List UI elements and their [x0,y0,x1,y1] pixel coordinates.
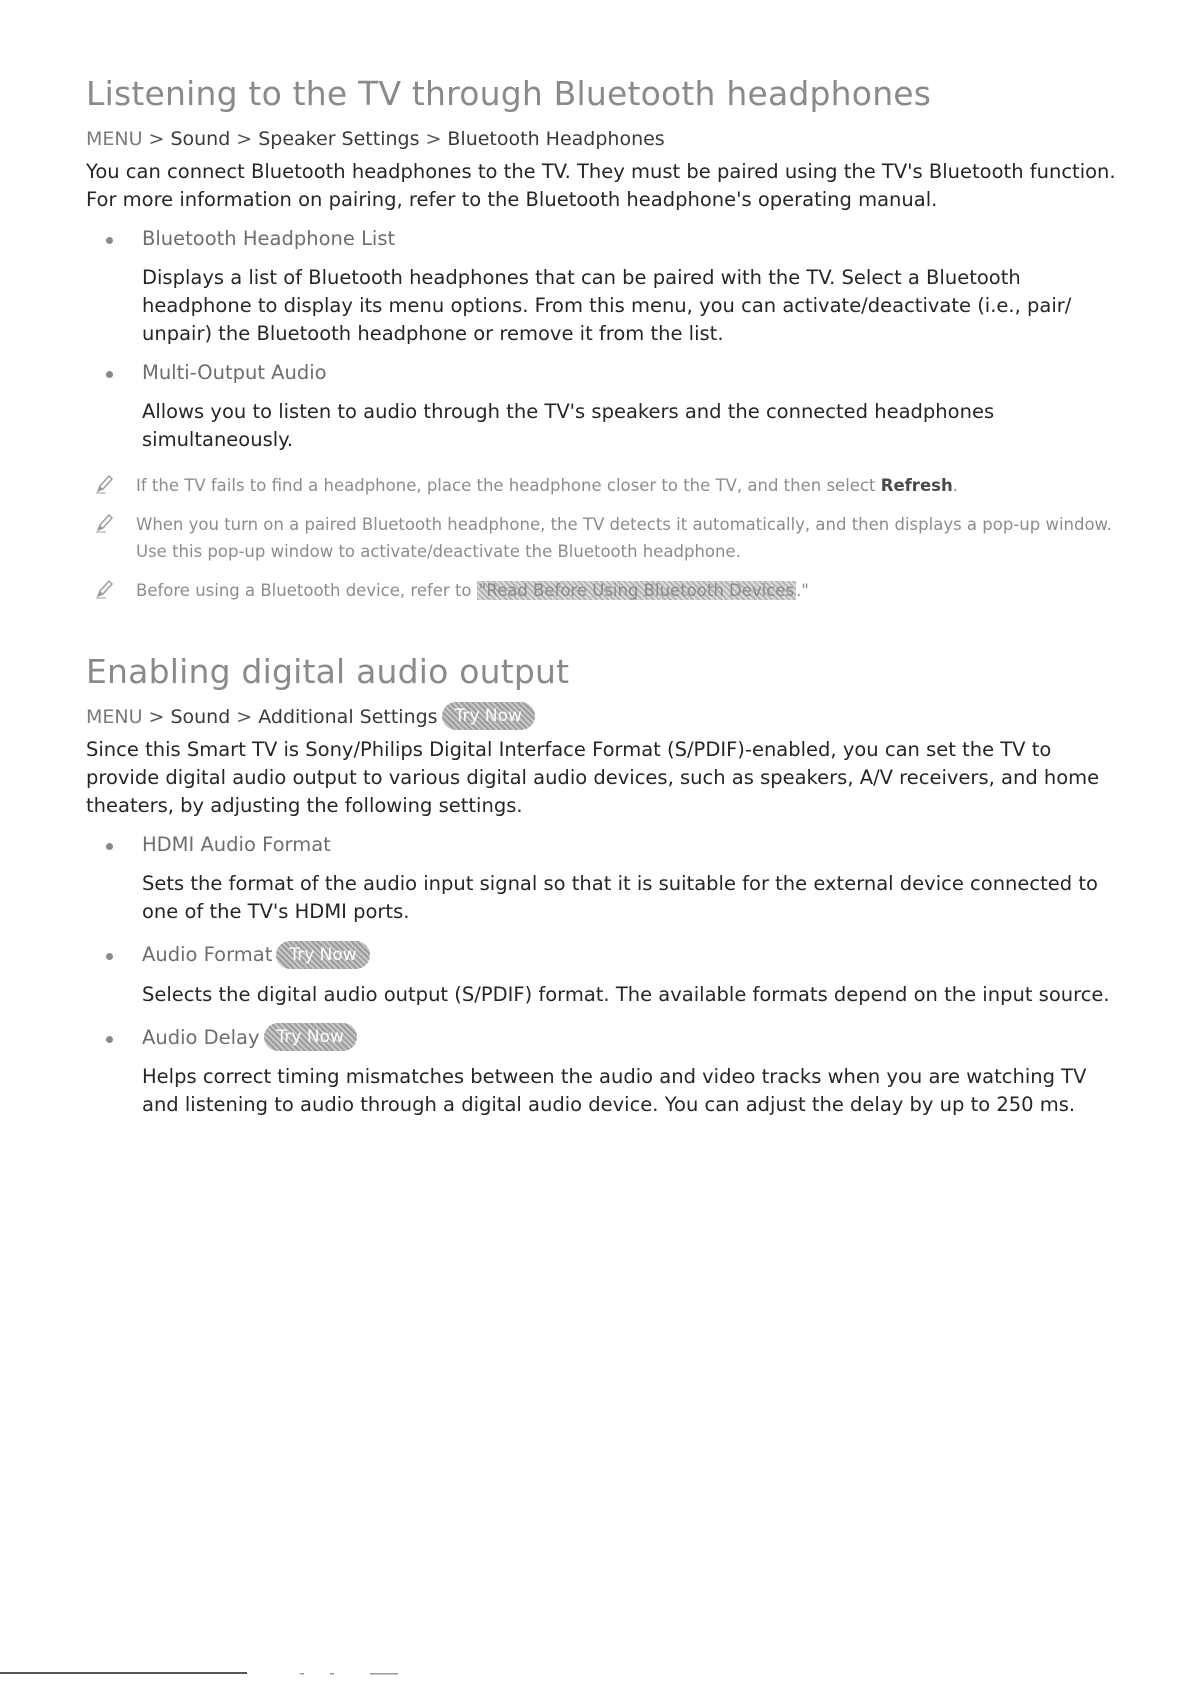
note-end: ." [796,581,809,600]
list-item [86,830,1126,926]
section-digital-audio-output [86,648,1126,1119]
pencil-note-icon [94,512,116,534]
note-text: Before using a Bluetooth device, refer to [136,581,477,600]
path-menu: MENU [86,128,143,150]
chevron-right-icon: > [425,128,442,150]
bullet-dot-icon [106,371,113,378]
chevron-right-icon: > [236,706,253,728]
bullet-dot-icon [106,1036,113,1043]
section-bluetooth-headphones [86,70,1126,604]
bullet-dot-icon [106,843,113,850]
item-description: Selects the digital audio output (S/PDIF) format. The available formats depend on the input source. [142,982,1110,1006]
note-end: . [952,476,958,495]
item-description: Allows you to listen to audio through the TV's speakers and the connected headphones simultaneously. [142,400,995,451]
item-title: Bluetooth Headphone List [142,227,396,250]
note [86,577,1126,604]
item-description: Sets the format of the audio input signal so that it is suitable for the external device connected to one of the TV's HDMI ports. [142,872,1098,923]
try-now-button[interactable]: Try Now [276,941,369,969]
note-text: If the TV fails to find a headphone, place the headphone closer to the TV, and then select [136,476,881,495]
note [86,511,1126,565]
note [86,472,1126,499]
pencil-note-icon [94,473,116,495]
item-title: Multi-Output Audio [142,361,327,384]
list-item [86,1023,1126,1120]
section-intro: Since this Smart TV is Sony/Philips Digital Interface Format (S/PDIF)-enabled, you can set the TV to provide digital audio output to various digital audio devices, such as speakers, A/V receivers, and home theaters, by adjusting the following settings. [86,738,1100,817]
chevron-right-icon: > [236,128,253,150]
try-now-button[interactable]: Try Now [264,1023,357,1051]
list-item [86,224,1126,348]
section-title: Enabling digital audio output [86,652,570,691]
path-menu: MENU [86,706,143,728]
item-description: Helps correct timing mismatches between the audio and video tracks when you are watching TV and listening to audio through a digital audio device. You can adjust the delay by up to 250 ms. [142,1065,1087,1116]
section-intro: You can connect Bluetooth headphones to the TV. They must be paired using the TV's Bluetooth function. For more information on pairing, refer to the Bluetooth headphone's operating manual. [86,160,1116,211]
item-title: Audio Delay [142,1025,260,1049]
read-before-using-bluetooth-link[interactable]: "Read Before Using Bluetooth Devices [478,581,795,600]
path-bluetooth-headphones[interactable]: Bluetooth Headphones [447,128,665,150]
list-item [86,358,1126,454]
path-sound[interactable]: Sound [170,706,231,728]
chevron-right-icon: > [148,706,165,728]
menu-path [86,124,1126,154]
notes [86,472,1126,604]
chevron-right-icon: > [148,128,165,150]
item-title: Audio Format [142,943,273,966]
pencil-note-icon [94,578,116,600]
section-title: Listening to the TV through Bluetooth headphones [86,74,932,113]
footer-rule [0,1672,247,1674]
footer-scan-marks [300,1672,420,1675]
menu-path [86,702,1126,732]
list-item [86,940,1126,1009]
path-sound[interactable]: Sound [170,128,231,150]
manual-page [86,70,1126,1119]
bullet-dot-icon [106,237,113,244]
bullet-dot-icon [106,953,113,960]
refresh-label: Refresh [880,476,953,495]
path-additional-settings[interactable]: Additional Settings [258,706,438,728]
note-text: When you turn on a paired Bluetooth headphone, the TV detects it automatically, and then displays a pop-up window. Use this pop-up window to activate/deactivate the Bluetooth headphone. [136,515,1112,561]
try-now-button[interactable]: Try Now [442,702,535,730]
item-title: HDMI Audio Format [142,833,331,856]
item-description: Displays a list of Bluetooth headphones that can be paired with the TV. Select a Bluetooth headphone to display its menu options. From this menu, you can activate/deactivate (i.e., pair/ unpair) the Bluetooth headphone or remove it from the list. [142,266,1072,345]
path-speaker-settings[interactable]: Speaker Settings [258,128,420,150]
